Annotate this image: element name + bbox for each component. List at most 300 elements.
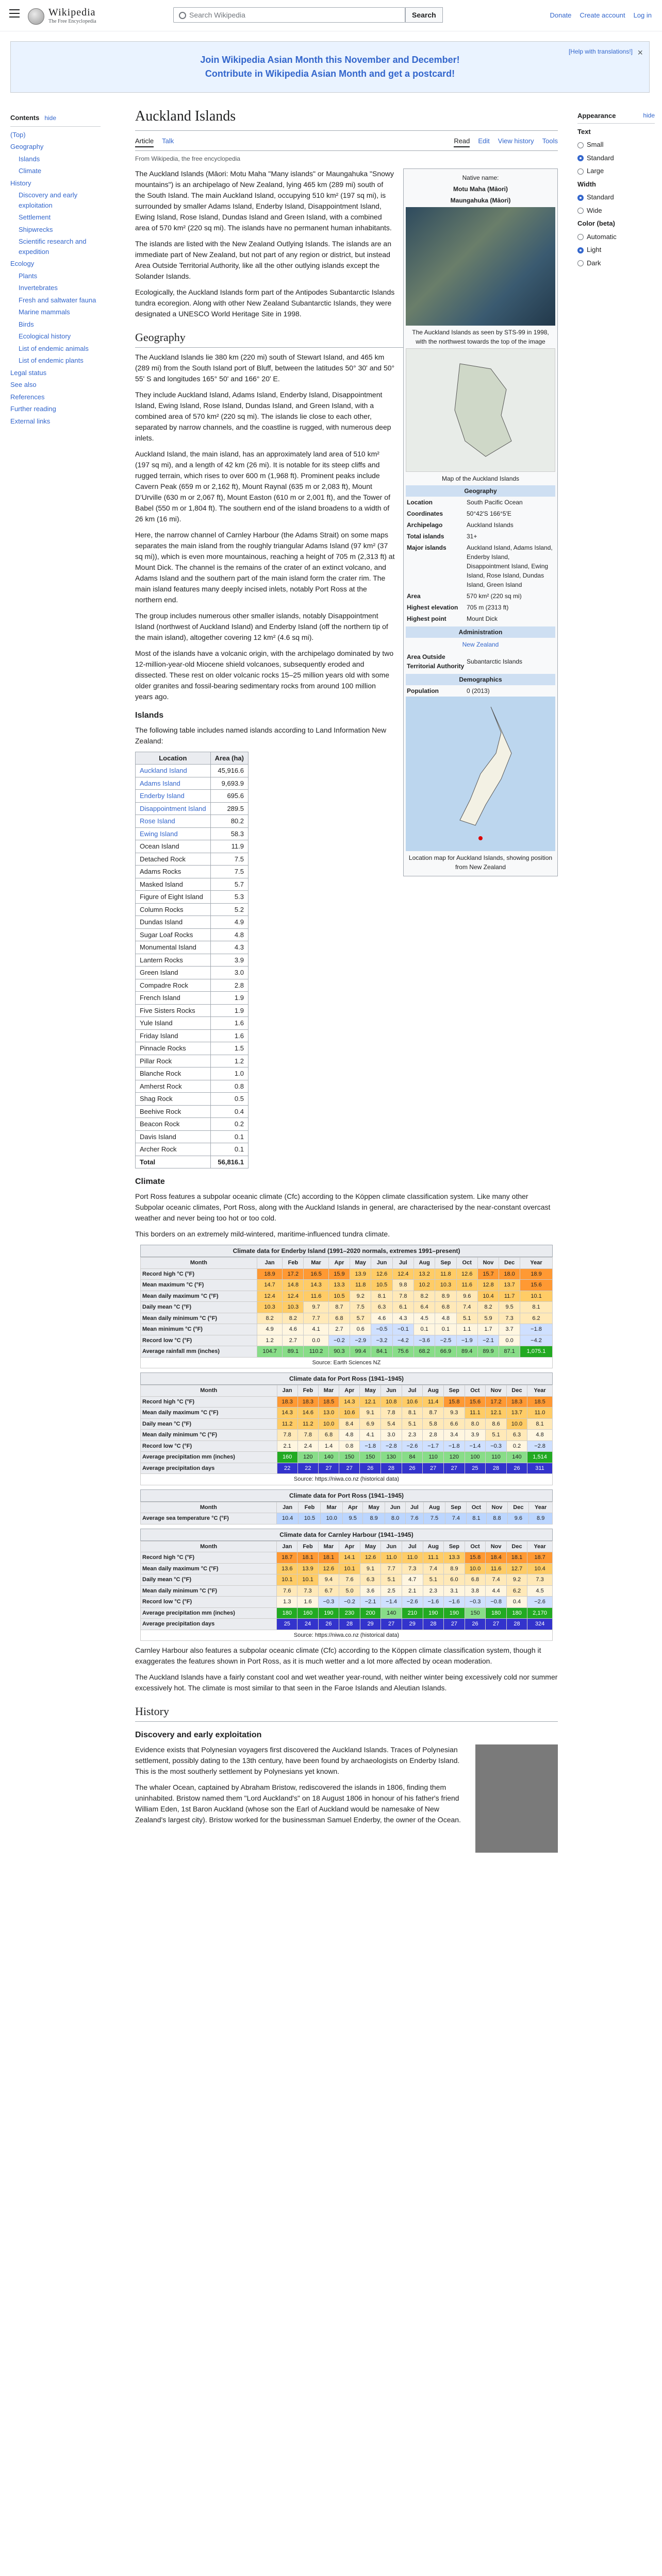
toc-item[interactable]: Invertebrates — [19, 284, 58, 292]
climate-cell: 11.1 — [423, 1552, 444, 1564]
month-header: Sep — [445, 1502, 467, 1513]
climate-cell: 7.7 — [304, 1313, 328, 1324]
island-name: Yule Island — [136, 1017, 211, 1030]
climate-caption: Climate data for Carnley Harbour (1941–1945) — [140, 1529, 553, 1541]
climate-cell: 1.4 — [318, 1440, 339, 1452]
history-image[interactable] — [475, 1744, 558, 1853]
tab-talk[interactable]: Talk — [162, 137, 174, 145]
month-header: Feb — [299, 1502, 321, 1513]
climate-cell: 9.5 — [499, 1302, 520, 1313]
row-label: Daily mean °C (°F) — [141, 1418, 277, 1430]
island-name: Compadre Rock — [136, 979, 211, 992]
locator-caption: Location map for Auckland Islands, showing position from New Zealand — [408, 854, 553, 871]
width-standard-option[interactable] — [577, 192, 655, 202]
toc-hide-button[interactable]: hide — [44, 114, 57, 122]
climate-source: Source: https://niwa.co.nz (historical data) — [141, 1474, 553, 1485]
banner-help-link[interactable]: [Help with translations!] — [568, 48, 633, 55]
toc-item[interactable]: Marine mammals — [19, 308, 70, 316]
climate-cell: 160 — [277, 1452, 297, 1463]
climate-cell: 9.4 — [318, 1574, 339, 1586]
climate-cell: −4.2 — [520, 1335, 553, 1346]
climate-cell: 4.3 — [392, 1313, 413, 1324]
col-area[interactable]: Area (ha) — [210, 752, 248, 765]
tab-edit[interactable]: Edit — [478, 137, 490, 145]
geo-paragraph-4: Here, the narrow channel of Carnley Harbour (the Adams Strait) on some maps separates the main island from the roughly triangular Adams Island (97 km² (37 sq mi)), which is even more mountainous, reaching a height of 705 m (2,313 ft) at Mount Dick. The channel is the remains of the crater of an extinct volcano, and Adams Island and the southern part of the main island form the crater rim. The main island features many deeply incised inlets, notably Port Ross at the northern end. — [135, 530, 395, 604]
climate-cell: 90.3 — [328, 1346, 350, 1358]
month-header: Year — [527, 1385, 553, 1397]
climate-cell: 6.8 — [328, 1313, 350, 1324]
month-header: May — [360, 1385, 381, 1397]
infobox-label: Total islands — [407, 532, 444, 540]
climate-cell: −2.6 — [402, 1597, 423, 1608]
month-header: Jul — [402, 1385, 423, 1397]
climate-cell: 6.2 — [506, 1585, 527, 1597]
climate-cell: 15.6 — [465, 1396, 486, 1408]
table-row — [141, 1268, 553, 1280]
climate-cell: 110 — [486, 1452, 507, 1463]
infobox-label: Archipelago — [407, 521, 443, 529]
climate-cell: 0.1 — [413, 1324, 435, 1335]
climate-cell: 12.7 — [506, 1563, 527, 1574]
climate-cell: 1,514 — [527, 1452, 553, 1463]
table-row — [136, 790, 249, 803]
month-header: Oct — [465, 1385, 486, 1397]
table-row — [141, 1313, 553, 1324]
infobox — [403, 168, 558, 876]
climate-cell: 10.8 — [381, 1396, 402, 1408]
climate-cell: 180 — [506, 1607, 527, 1619]
climate-table-enderby — [140, 1245, 553, 1368]
climate-cell: 8.1 — [527, 1418, 553, 1430]
toc-item[interactable]: Plants — [19, 272, 38, 280]
table-row — [136, 827, 249, 840]
climate-cell: 11.7 — [499, 1291, 520, 1302]
climate-cell: 120 — [443, 1452, 465, 1463]
intro-paragraph-2: The islands are listed with the New Zealand Outlying Islands. The islands are an immediate part of New Zealand, but not part of any region or district, but instead Area Outside Territorial Authority, like all the other outlying islands except the Solander Islands. — [135, 239, 392, 280]
month-header: Dec — [506, 1541, 527, 1552]
intro-paragraph-3: Ecologically, the Auckland Islands form part of the Antipodes Subantarctic Islands tundra ecoregion. Along with other New Zealand Subantarctic Islands, they were designated a UNESCO World Heritage Site in 1998. — [135, 287, 395, 318]
climate-cell: 27 — [444, 1619, 465, 1630]
table-row — [136, 1055, 249, 1067]
climate-cell: 7.6 — [277, 1585, 297, 1597]
climate-cell: 18.3 — [277, 1396, 297, 1408]
login-link[interactable]: Log in — [633, 11, 652, 19]
climate-cell: 18.3 — [506, 1396, 527, 1408]
island-area: 58.3 — [210, 827, 248, 840]
locator-map[interactable] — [406, 697, 555, 851]
table-row — [136, 903, 249, 916]
island-area: 80.2 — [210, 815, 248, 828]
color-auto-option[interactable] — [577, 232, 655, 242]
climate-cell: 26 — [402, 1463, 423, 1474]
text-standard-option[interactable] — [577, 153, 655, 163]
climate-cell: 18.4 — [486, 1552, 507, 1564]
month-header: Month — [141, 1502, 277, 1513]
climate-cell: 27 — [339, 1463, 360, 1474]
climate-cell: 8.2 — [413, 1291, 435, 1302]
table-row — [136, 1118, 249, 1131]
island-area: 0.5 — [210, 1093, 248, 1106]
climate-cell: 6.3 — [371, 1302, 392, 1313]
climate-cell: 7.4 — [445, 1513, 467, 1524]
toc-item[interactable]: List of endemic animals — [19, 344, 89, 352]
climate-cell: 4.1 — [304, 1324, 328, 1335]
island-name[interactable]: Enderby Island — [136, 790, 211, 803]
island-name[interactable]: Rose Island — [136, 815, 211, 828]
row-label: Mean daily minimum °C (°F) — [141, 1430, 277, 1441]
island-area: 1.9 — [210, 992, 248, 1005]
infobox-country[interactable]: New Zealand — [462, 640, 499, 648]
close-icon[interactable]: × — [637, 47, 643, 58]
climate-cell: 8.9 — [529, 1513, 553, 1524]
month-header: Dec — [506, 1385, 527, 1397]
toc-item[interactable]: Further reading — [10, 405, 56, 413]
climate-cell: 1.7 — [477, 1324, 499, 1335]
island-area: 3.0 — [210, 967, 248, 979]
toc-item[interactable]: Discovery and early exploitation — [19, 191, 78, 209]
climate-cell: 7.8 — [381, 1408, 402, 1419]
table-row — [141, 1291, 553, 1302]
climate-cell: 140 — [506, 1452, 527, 1463]
satellite-caption: The Auckland Islands as seen by STS-99 in 1998, with the northwest towards the top of the image — [412, 328, 549, 345]
banner-line-2[interactable]: Contribute in Wikipedia Asian Month and get a postcard! — [205, 69, 455, 79]
wordmark: Wikipedia — [48, 7, 96, 18]
wikipedia-logo[interactable] — [28, 7, 96, 25]
table-row — [141, 1324, 553, 1335]
climate-cell: 7.7 — [381, 1563, 402, 1574]
island-name: Column Rocks — [136, 903, 211, 916]
climate-cell: 24 — [297, 1619, 318, 1630]
create-account-link[interactable]: Create account — [580, 11, 625, 19]
search-placeholder: Search Wikipedia — [189, 11, 245, 19]
month-header: Jan — [277, 1541, 297, 1552]
climate-cell: 110 — [423, 1452, 444, 1463]
toc-item[interactable]: Ecology — [10, 260, 35, 267]
island-name[interactable]: Disappointment Island — [136, 802, 211, 815]
satellite-image[interactable] — [406, 207, 555, 326]
donate-link[interactable]: Donate — [550, 11, 572, 19]
native-name-label: Native name: — [462, 174, 499, 181]
climate-cell: 6.1 — [392, 1302, 413, 1313]
climate-cell: 11.6 — [304, 1291, 328, 1302]
search-input[interactable] — [173, 7, 405, 23]
climate-cell: 18.7 — [527, 1552, 553, 1564]
toc-item[interactable]: Settlement — [19, 213, 51, 221]
toc-item[interactable]: See also — [10, 381, 37, 388]
main-menu-icon[interactable] — [9, 9, 20, 18]
climate-cell: 2.1 — [402, 1585, 423, 1597]
tab-article[interactable]: Article — [135, 136, 154, 147]
month-header: Mar — [318, 1385, 339, 1397]
table-row — [136, 1042, 249, 1055]
island-name[interactable]: Ewing Island — [136, 827, 211, 840]
toc-item[interactable]: External links — [10, 417, 51, 425]
month-header: Nov — [486, 1502, 508, 1513]
climate-cell: 0.0 — [304, 1335, 328, 1346]
climate-cell: 84.1 — [371, 1346, 392, 1358]
island-area: 3.9 — [210, 954, 248, 967]
table-row — [141, 1574, 553, 1586]
toc-item[interactable]: Birds — [19, 320, 34, 328]
banner-line-1[interactable]: Join Wikipedia Asian Month this November and December! — [200, 55, 460, 65]
toc-item[interactable]: (Top) — [10, 130, 26, 139]
radio-icon — [577, 260, 584, 266]
climate-cell: 6.2 — [520, 1313, 553, 1324]
row-label: Average sea temperature °C (°F) — [141, 1513, 277, 1524]
island-area: 1.0 — [210, 1067, 248, 1080]
personal-tools — [550, 10, 652, 21]
climate-cell: 5.1 — [423, 1574, 444, 1586]
geo-paragraph-3: Auckland Island, the main island, has an approximately land area of 510 km² (197 sq mi), and a length of 42 km (26 mi). It is notable for its steep cliffs and rugged terrain, which rises to over 600 m (1,968 ft). Prominent peaks include Cavern Peak (659 m or 2,162 ft), Mount Raynal (635 m or 2,083 ft), Mount D'Urville (630 m or 2,067 ft), Mount Easton (610 m or 2,001 ft), and the Tower of Babel (550 m or 1,804 ft). The southern end of the island broadens to a width of 26 km (16 mi). — [135, 449, 390, 523]
appearance-title: Appearance — [577, 112, 616, 120]
month-header: Year — [520, 1258, 553, 1269]
climate-cell: 8.2 — [257, 1313, 283, 1324]
climate-cell: 17.2 — [283, 1268, 304, 1280]
month-header: May — [363, 1502, 385, 1513]
climate-cell: 89.4 — [456, 1346, 477, 1358]
island-area: 1.2 — [210, 1055, 248, 1067]
climate-cell: 8.8 — [486, 1513, 508, 1524]
toc-item[interactable]: Climate — [19, 167, 42, 175]
island-name: Lantern Rocks — [136, 954, 211, 967]
table-row — [136, 916, 249, 929]
climate-cell: 2.7 — [283, 1335, 304, 1346]
island-area: 0.1 — [210, 1130, 248, 1143]
text-large-label: Large — [587, 167, 604, 175]
climate-cell: 8.9 — [444, 1563, 465, 1574]
table-row — [136, 1004, 249, 1017]
climate-cell: 13.3 — [444, 1552, 465, 1564]
climate-cell: −2.8 — [527, 1440, 553, 1452]
toc-item[interactable]: Shipwrecks — [19, 225, 53, 233]
month-header: Apr — [343, 1502, 363, 1513]
island-area: 4.3 — [210, 941, 248, 954]
month-header: Aug — [423, 1502, 445, 1513]
month-header: Feb — [297, 1385, 318, 1397]
climate-cell: 3.0 — [381, 1430, 402, 1441]
climate-cell: 8.4 — [339, 1418, 360, 1430]
climate-cell: 99.4 — [350, 1346, 371, 1358]
row-label: Average precipitation mm (inches) — [141, 1607, 277, 1619]
climate-cell: 7.8 — [277, 1430, 297, 1441]
row-label: Daily mean °C (°F) — [141, 1574, 277, 1586]
width-wide-label: Wide — [587, 206, 602, 214]
climate-cell: 11.4 — [423, 1396, 444, 1408]
month-header: Apr — [339, 1541, 360, 1552]
island-name: Figure of Eight Island — [136, 891, 211, 904]
climate-cell: 18.1 — [506, 1552, 527, 1564]
row-label: Record high °C (°F) — [141, 1396, 277, 1408]
row-label: Average rainfall mm (inches) — [141, 1346, 257, 1358]
toc-item[interactable]: Legal status — [10, 368, 47, 377]
climate-cell: 11.0 — [527, 1408, 553, 1419]
climate-cell: −1.6 — [444, 1597, 465, 1608]
island-area: 5.3 — [210, 891, 248, 904]
climate-cell: −0.8 — [486, 1597, 507, 1608]
climate-cell: 7.3 — [297, 1585, 318, 1597]
row-label: Record low °C (°F) — [141, 1597, 277, 1608]
page-title: Auckland Islands — [135, 106, 558, 131]
toc-item[interactable]: History — [10, 179, 31, 187]
month-header: Oct — [465, 1541, 486, 1552]
toc-item[interactable]: Geography — [10, 143, 44, 150]
climate-cell: 18.0 — [499, 1268, 520, 1280]
site-sub: From Wikipedia, the free encyclopedia — [135, 155, 241, 162]
island-name[interactable]: Adams Island — [136, 777, 211, 790]
climate-cell: 2.3 — [402, 1430, 423, 1441]
climate-cell: 9.6 — [456, 1291, 477, 1302]
island-name: Blanche Rock — [136, 1067, 211, 1080]
table-row — [141, 1408, 553, 1419]
month-header: Dec — [508, 1502, 529, 1513]
width-heading: Width — [577, 180, 596, 188]
climate-cell: 15.8 — [443, 1396, 465, 1408]
radio-selected-icon — [577, 247, 584, 253]
text-small-option[interactable] — [577, 140, 655, 150]
climate-cell: 18.7 — [277, 1552, 297, 1564]
climate-cell: 6.3 — [360, 1574, 381, 1586]
climate-cell: 12.8 — [477, 1280, 499, 1291]
climate-cell: 28 — [506, 1619, 527, 1630]
island-name: Archer Rock — [136, 1143, 211, 1156]
climate-cell: −0.2 — [328, 1335, 350, 1346]
text-standard-label: Standard — [587, 154, 614, 162]
tab-view-history[interactable]: View history — [498, 137, 534, 145]
month-header: Aug — [413, 1258, 435, 1269]
month-header: Year — [529, 1502, 553, 1513]
island-name: French Island — [136, 992, 211, 1005]
climate-cell: 2.8 — [423, 1430, 444, 1441]
climate-cell: 7.3 — [499, 1313, 520, 1324]
table-row — [141, 1585, 553, 1597]
search-button[interactable]: Search — [405, 7, 443, 23]
globe-icon — [28, 8, 44, 25]
table-row — [136, 878, 249, 891]
climate-cell: 27 — [443, 1463, 465, 1474]
appearance-hide-button[interactable]: hide — [643, 112, 655, 119]
climate-cell: 1,075.1 — [520, 1346, 553, 1358]
climate-cell: 9.7 — [304, 1302, 328, 1313]
climate-cell: 6.8 — [435, 1302, 456, 1313]
toc-item[interactable]: References — [10, 393, 45, 401]
climate-cell: 0.0 — [499, 1335, 520, 1346]
climate-cell: 140 — [318, 1452, 339, 1463]
toc-item[interactable]: Islands — [19, 155, 40, 163]
toc-item[interactable]: List of endemic plants — [19, 357, 84, 364]
climate-cell: 3.4 — [443, 1430, 465, 1441]
climate-heading: Climate — [135, 1177, 165, 1186]
climate-cell: −2.1 — [360, 1597, 381, 1608]
month-header: Mar — [321, 1502, 343, 1513]
climate-cell: 11.6 — [486, 1563, 507, 1574]
climate-cell: 9.5 — [343, 1513, 363, 1524]
climate-cell: 9.3 — [443, 1408, 465, 1419]
climate-cell: 27 — [486, 1619, 507, 1630]
tab-read[interactable]: Read — [454, 136, 470, 147]
row-label: Mean daily maximum °C (°F) — [141, 1408, 277, 1419]
climate-source: Source: https://niwa.co.nz (historical data) — [141, 1630, 553, 1641]
col-location[interactable]: Location — [136, 752, 211, 765]
climate-cell: 27 — [381, 1619, 402, 1630]
climate-cell: 10.6 — [402, 1396, 423, 1408]
island-area: 56,816.1 — [210, 1156, 248, 1168]
table-row — [136, 840, 249, 853]
climate-cell: 7.4 — [423, 1563, 444, 1574]
color-heading: Color (beta) — [577, 219, 615, 227]
climate-cell: 10.0 — [318, 1418, 339, 1430]
table-row — [136, 1130, 249, 1143]
climate-cell: −2.6 — [402, 1440, 423, 1452]
toc-item[interactable]: Ecological history — [19, 332, 71, 340]
month-header: Jun — [371, 1258, 392, 1269]
climate-cell: 6.6 — [443, 1418, 465, 1430]
climate-cell: 26 — [465, 1619, 486, 1630]
month-header: Oct — [456, 1258, 477, 1269]
month-header: Nov — [486, 1385, 507, 1397]
climate-cell: 89.9 — [477, 1346, 499, 1358]
width-wide-option[interactable] — [577, 206, 655, 216]
climate-cell: 10.0 — [506, 1418, 527, 1430]
climate-cell: 12.6 — [318, 1563, 339, 1574]
climate-cell: 5.9 — [477, 1313, 499, 1324]
text-large-option[interactable] — [577, 166, 655, 176]
climate-cell: 17.2 — [486, 1396, 507, 1408]
month-header: Jan — [276, 1502, 299, 1513]
table-row — [136, 1029, 249, 1042]
island-area: 1.9 — [210, 1004, 248, 1017]
toc-title: Contents — [10, 114, 40, 122]
color-dark-option[interactable] — [577, 258, 655, 268]
island-name[interactable]: Auckland Island — [136, 765, 211, 777]
tab-tools[interactable]: Tools — [542, 137, 558, 145]
climate-caption: Climate data for Enderby Island (1991–2020 normals, extremes 1991–present) — [140, 1245, 553, 1257]
table-row — [136, 1105, 249, 1118]
island-area: 0.1 — [210, 1143, 248, 1156]
climate-cell: 6.7 — [318, 1585, 339, 1597]
infobox-admin-header: Administration — [406, 626, 555, 638]
climate-cell: 11.0 — [381, 1552, 402, 1564]
climate-cell: 10.2 — [413, 1280, 435, 1291]
table-row — [136, 853, 249, 866]
climate-cell: 11.1 — [465, 1408, 486, 1419]
islands-map[interactable] — [406, 348, 555, 472]
climate-cell: −1.6 — [423, 1597, 444, 1608]
climate-cell: −2.1 — [477, 1335, 499, 1346]
table-row — [136, 1067, 249, 1080]
month-header: Month — [141, 1258, 257, 1269]
toc-item[interactable]: Scientific research and expedition — [19, 238, 87, 256]
month-header: Jul — [392, 1258, 413, 1269]
climate-cell: −3.2 — [371, 1335, 392, 1346]
climate-cell: −0.1 — [392, 1324, 413, 1335]
island-name: Detached Rock — [136, 853, 211, 866]
climate-cell: 29 — [360, 1619, 381, 1630]
climate-cell: 7.6 — [339, 1574, 360, 1586]
table-row — [141, 1452, 553, 1463]
climate-cell: 8.1 — [371, 1291, 392, 1302]
climate-cell: 13.6 — [277, 1563, 297, 1574]
climate-cell: 7.8 — [392, 1291, 413, 1302]
climate-cell: 5.1 — [381, 1574, 402, 1586]
site-notice-banner — [10, 41, 650, 93]
color-light-option[interactable] — [577, 245, 655, 255]
island-name: Ocean Island — [136, 840, 211, 853]
climate-cell: 5.1 — [486, 1430, 507, 1441]
month-header: May — [350, 1258, 371, 1269]
infobox-geography — [406, 497, 555, 624]
toc-item[interactable]: Fresh and saltwater fauna — [19, 296, 96, 304]
climate-cell: 18.1 — [318, 1552, 339, 1564]
